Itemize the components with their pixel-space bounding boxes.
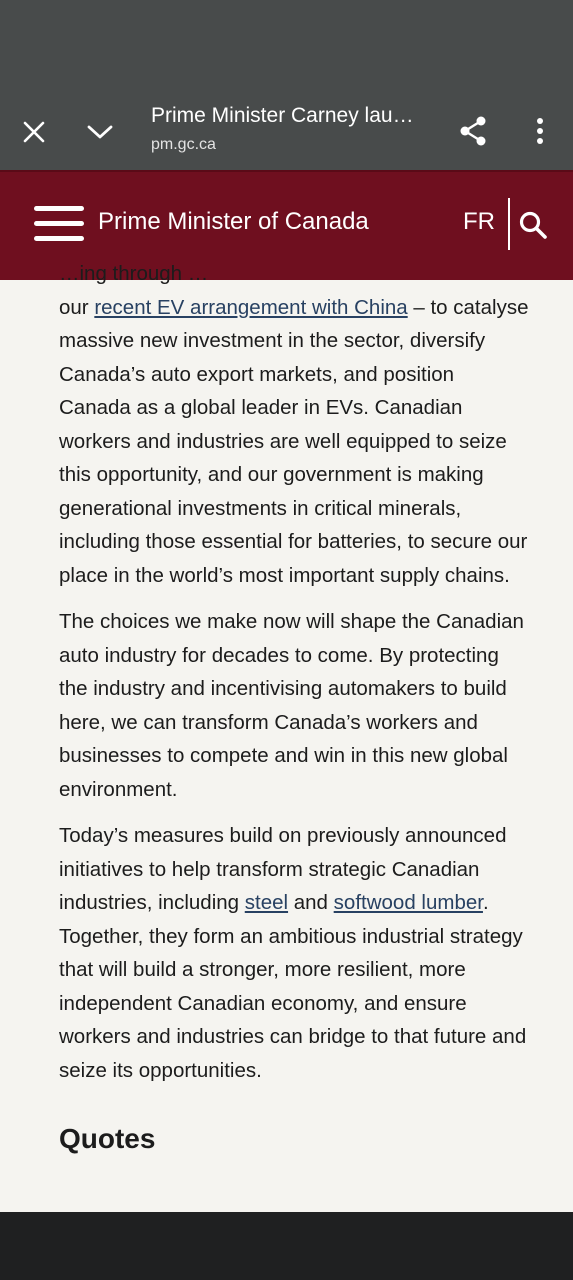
- browser-page-title[interactable]: Prime Minister Carney lau…: [151, 104, 414, 127]
- chevron-down-icon[interactable]: [80, 112, 120, 152]
- menu-icon[interactable]: [34, 204, 84, 244]
- ev-arrangement-link[interactable]: recent EV arrangement with China: [94, 295, 408, 319]
- search-icon[interactable]: [518, 210, 550, 242]
- status-bar: [0, 0, 573, 96]
- article-body: [59, 257, 529, 1155]
- browser-toolbar: [0, 96, 573, 170]
- softwood-lumber-link[interactable]: softwood lumber: [333, 891, 483, 914]
- paragraph-measures: Today’s measures build on previously announced initiatives to help transform strategic Canadian industries, including steel and softwood lumber. Together, they form an ambitious industrial strategy that will build a stronger, more resilient, more independent Canadian economy, and ensure workers and industries can bridge to that future and seize its opportunities.: [59, 824, 527, 1082]
- system-navigation-bar: [0, 1212, 573, 1280]
- quotes-heading: Quotes: [59, 1123, 156, 1154]
- share-icon[interactable]: [452, 110, 494, 152]
- steel-link[interactable]: steel: [244, 891, 289, 914]
- close-icon[interactable]: [14, 112, 54, 152]
- header-divider: [508, 198, 510, 250]
- paragraph-ev: …ing through … our recent EV arrangement with China – to catalyse massive new investment in the sector, diversify Canada’s auto export markets, and position Canada as a global leader in EVs. Canadian workers and industries are well equipped to seize this opportunity, and our government is making generational investments in critical minerals, including those essential for batteries, to secure our place in the world’s most important supply chains.: [59, 262, 529, 587]
- browser-url[interactable]: pm.gc.ca: [151, 136, 216, 153]
- article-viewport: [0, 262, 573, 1212]
- paragraph-choices: The choices we make now will shape the Canadian auto industry for decades to come. By protecting the industry and incentivising automakers to build here, we can transform Canada’s workers and businesses to compete and win in this new global environment.: [59, 610, 524, 801]
- site-title[interactable]: Prime Minister of Canada: [98, 208, 369, 235]
- more-options-icon[interactable]: [520, 110, 560, 152]
- header-top-border: [0, 170, 573, 172]
- language-toggle-link[interactable]: FR: [463, 208, 495, 235]
- partial-line: …ing through …: [59, 262, 209, 285]
